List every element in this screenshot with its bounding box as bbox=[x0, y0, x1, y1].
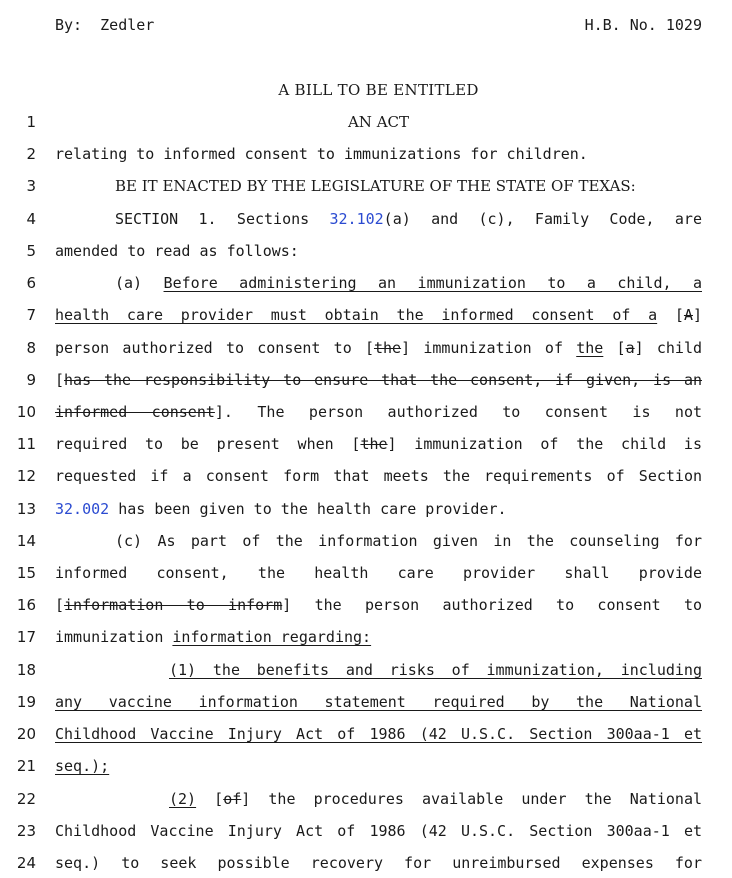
line-number: 8 bbox=[26, 339, 36, 357]
line-number: 1 bbox=[26, 113, 36, 131]
bill-line bbox=[0, 790, 732, 814]
deleted-text: information to inform bbox=[64, 596, 283, 614]
section-link-32-002[interactable]: 32.002 bbox=[55, 500, 110, 518]
inserted-text: health care provider must obtain the informed consent of a bbox=[55, 306, 658, 324]
bill-line bbox=[0, 435, 732, 459]
line-number: 20 bbox=[16, 725, 36, 743]
line-text-part: required to be present when [ bbox=[55, 435, 361, 453]
line-text-part: immunization bbox=[55, 628, 173, 646]
line-number: 18 bbox=[16, 661, 36, 679]
line-text-part: has been given to the health care provider. bbox=[109, 500, 507, 518]
bill-line bbox=[0, 564, 732, 588]
bracket-open: [ bbox=[55, 596, 65, 614]
inserted-text: (2) bbox=[169, 790, 197, 808]
line-number: 14 bbox=[16, 532, 36, 550]
line-text bbox=[55, 274, 702, 292]
bill-line bbox=[0, 242, 732, 266]
line-number: 12 bbox=[16, 467, 36, 485]
line-text: seq.) to seek possible recovery for unreimbursed expenses for bbox=[55, 854, 702, 872]
inserted-text: Childhood Vaccine Injury Act of 1986 (42 U.S.C. Section 300aa-1 et bbox=[55, 725, 702, 743]
bill-line bbox=[0, 596, 732, 620]
bill-line bbox=[0, 177, 732, 201]
bill-line bbox=[0, 822, 732, 846]
bill-line bbox=[0, 661, 732, 685]
bill-line bbox=[0, 339, 732, 363]
line-text-part: ] immunization of the child is bbox=[387, 435, 702, 453]
deleted-text: A bbox=[683, 306, 693, 324]
line-number: 15 bbox=[16, 564, 36, 582]
line-text-part: ]. The person authorized to consent is not bbox=[214, 403, 703, 421]
subsection-c-text: (c) As part of the information given in the counseling for bbox=[115, 532, 702, 550]
enacting-clause-text: BE IT ENACTED BY THE LEGISLATURE OF THE STATE OF TEXAS: bbox=[115, 177, 636, 195]
bill-line bbox=[0, 854, 732, 878]
bill-number: H.B. No. 1029 bbox=[584, 16, 702, 34]
line-number: 24 bbox=[16, 854, 36, 872]
line-text-part: ] the procedures available under the National bbox=[241, 790, 703, 808]
inserted-text: any vaccine information statement required by the National bbox=[55, 693, 702, 711]
line-number: 16 bbox=[16, 596, 36, 614]
line-text bbox=[55, 371, 702, 389]
line-number: 21 bbox=[16, 757, 36, 775]
line-text bbox=[55, 757, 702, 775]
bill-line bbox=[0, 532, 732, 556]
line-text bbox=[55, 306, 702, 324]
line-text: informed consent, the health care provider shall provide bbox=[55, 564, 702, 582]
section-intro-rest: (a) and (c), Family Code, are bbox=[383, 210, 702, 228]
line-text-part: ] child bbox=[634, 339, 703, 357]
bracket-open: [ bbox=[196, 790, 224, 808]
line-text: requested if a consent form that meets the requirements of Section bbox=[55, 467, 702, 485]
deleted-text: the bbox=[360, 435, 388, 453]
line-text bbox=[55, 628, 702, 646]
line-number: 17 bbox=[16, 628, 36, 646]
line-number: 2 bbox=[26, 145, 36, 163]
bill-line bbox=[0, 693, 732, 717]
line-number: 3 bbox=[26, 177, 36, 195]
bill-line bbox=[0, 403, 732, 427]
bill-line bbox=[0, 628, 732, 652]
bill-author: By: Zedler bbox=[55, 16, 155, 34]
subsection-label-a: (a) bbox=[115, 274, 164, 292]
line-text-part: person authorized to consent to [ bbox=[55, 339, 374, 357]
bill-line bbox=[0, 467, 732, 491]
line-text-part: ] the person authorized to consent to bbox=[282, 596, 703, 614]
inserted-text: seq.); bbox=[55, 757, 110, 775]
deleted-text: a bbox=[625, 339, 635, 357]
inserted-text: information regarding: bbox=[172, 628, 372, 646]
section-intro: SECTION 1. Sections bbox=[115, 210, 330, 228]
line-text bbox=[55, 500, 702, 518]
page-header bbox=[55, 16, 702, 36]
bill-caption: A BILL TO BE ENTITLED bbox=[278, 81, 479, 99]
bill-line bbox=[0, 500, 732, 524]
line-number: 7 bbox=[26, 306, 36, 324]
line-number: 22 bbox=[16, 790, 36, 808]
bracket-open: [ bbox=[603, 339, 626, 357]
inserted-text: Before administering an immunization to a child, a bbox=[163, 274, 702, 292]
line-number: 13 bbox=[16, 500, 36, 518]
line-text: relating to informed consent to immunizations for children. bbox=[55, 145, 588, 163]
act-heading: AN ACT bbox=[347, 113, 410, 131]
bracket-close: ] bbox=[692, 306, 702, 324]
bill-line bbox=[0, 725, 732, 749]
line-text bbox=[55, 790, 702, 808]
inserted-text: the bbox=[576, 339, 604, 357]
section-link-32-102[interactable]: 32.102 bbox=[329, 210, 384, 228]
line-text: Childhood Vaccine Injury Act of 1986 (42 U.S.C. Section 300aa-1 et bbox=[55, 822, 702, 840]
deleted-text: of bbox=[223, 790, 242, 808]
line-text bbox=[55, 596, 702, 614]
line-number: 4 bbox=[26, 210, 36, 228]
bill-line bbox=[0, 371, 732, 395]
line-text bbox=[55, 403, 702, 421]
line-number: 9 bbox=[26, 371, 36, 389]
bill-line bbox=[0, 306, 732, 330]
line-number: 10 bbox=[16, 403, 36, 421]
bracket-open: [ bbox=[55, 371, 65, 389]
line-number: 6 bbox=[26, 274, 36, 292]
bracket-open: [ bbox=[657, 306, 684, 324]
inserted-text: (1) the benefits and risks of immunization, including bbox=[169, 661, 702, 679]
bill-line bbox=[0, 274, 732, 298]
line-text bbox=[55, 435, 702, 453]
line-text-part: ] immunization of bbox=[401, 339, 577, 357]
bill-line bbox=[0, 757, 732, 781]
bill-line bbox=[0, 113, 732, 137]
line-text bbox=[55, 532, 702, 550]
line-number: 19 bbox=[16, 693, 36, 711]
line-text: amended to read as follows: bbox=[55, 242, 299, 260]
line-text bbox=[55, 210, 702, 228]
deleted-text: has the responsibility to ensure that the consent, if given, is an bbox=[64, 371, 702, 389]
enacting-clause bbox=[55, 177, 702, 195]
line-number: 5 bbox=[26, 242, 36, 260]
line-text bbox=[55, 339, 702, 357]
line-number: 23 bbox=[16, 822, 36, 840]
bill-line bbox=[0, 210, 732, 234]
line-text bbox=[55, 661, 702, 679]
line-number: 11 bbox=[16, 435, 36, 453]
bill-line bbox=[0, 145, 732, 169]
deleted-text: the bbox=[373, 339, 402, 357]
deleted-text: informed consent bbox=[55, 403, 215, 421]
